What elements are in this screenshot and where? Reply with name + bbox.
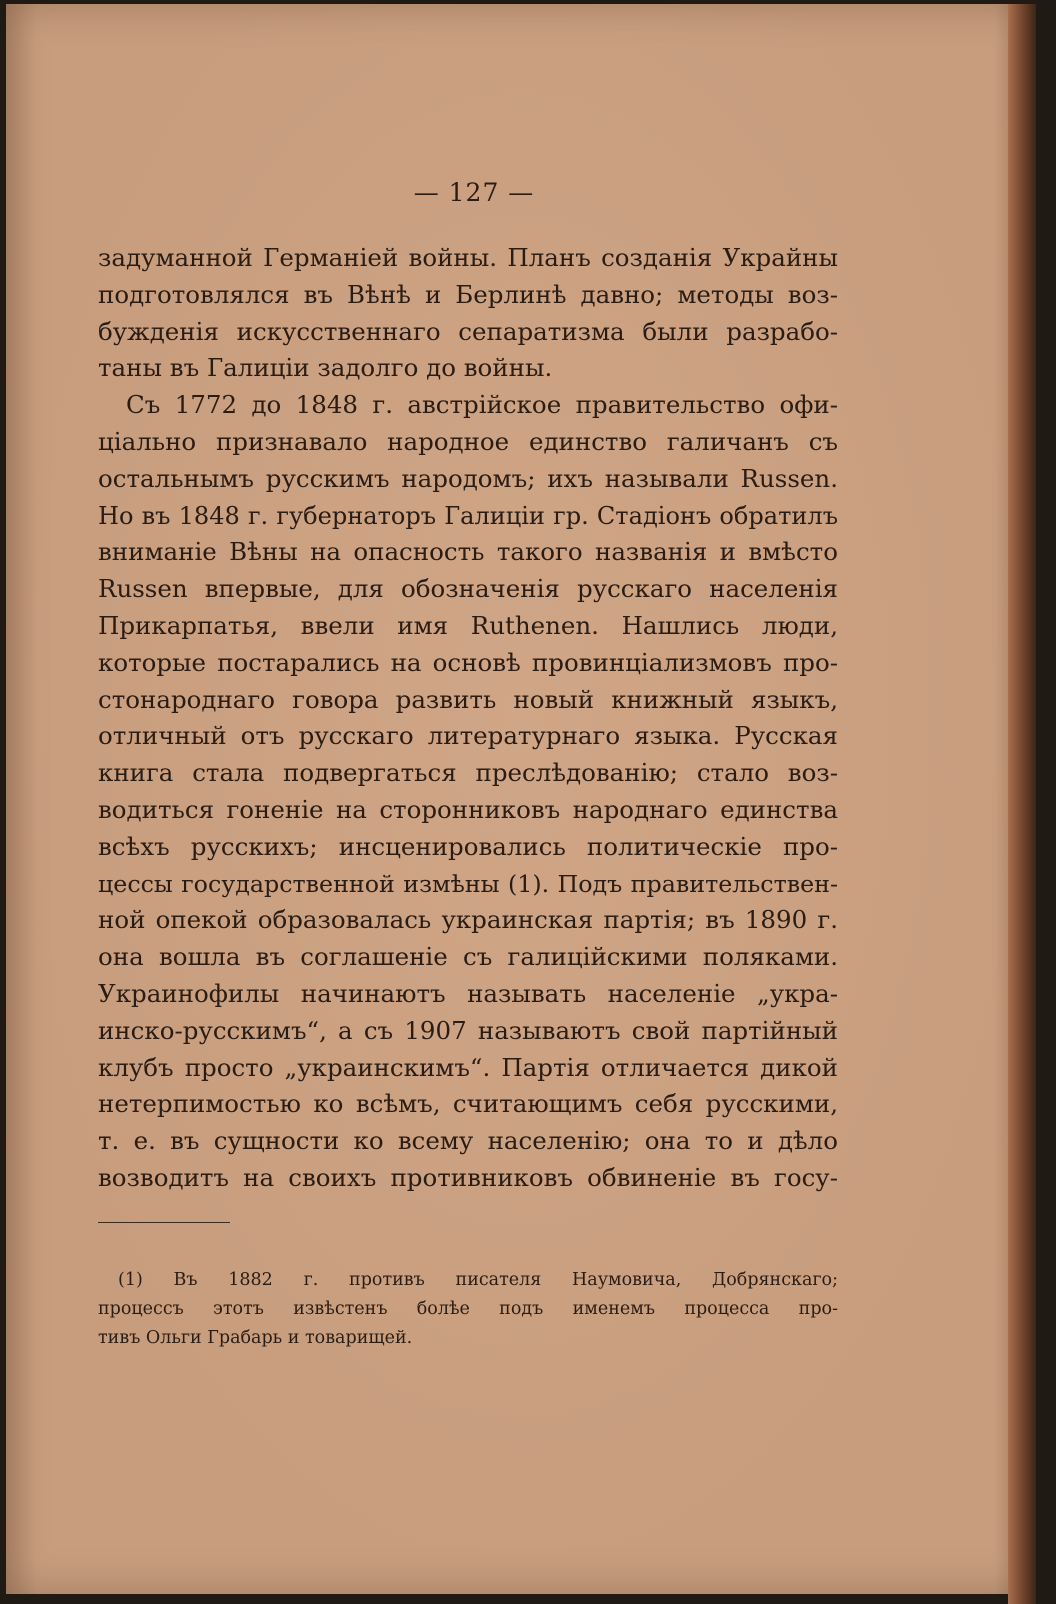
page-edge bbox=[1008, 4, 1036, 1604]
text-line: подготовлялся въ Вѣнѣ и Берлинѣ давно; методы воз- bbox=[98, 279, 838, 309]
text-line: т. е. въ сущности ко всему населенію; она то и дѣло bbox=[98, 1126, 838, 1156]
book-page bbox=[6, 4, 1036, 1594]
text-line: стонароднаго говора развить новый книжный языкъ, bbox=[98, 684, 838, 714]
text-line: Украинофилы начинаютъ называть населеніе „укра- bbox=[98, 978, 838, 1008]
text-line: водиться гоненіе на сторонниковъ народнаго единства bbox=[98, 794, 838, 824]
text-line: Съ 1772 до 1848 г. австрійское правительство офи- bbox=[126, 390, 838, 420]
text-line: таны въ Галиціи задолго до войны. bbox=[98, 353, 553, 383]
text-line: ной опекой образовалась украинская партія; въ 1890 г. bbox=[98, 905, 838, 935]
footnote-line: тивъ Ольги Грабарь и товарищей. bbox=[98, 1328, 413, 1348]
text-line: нетерпимостью ко всѣмъ, считающимъ себя русскими, bbox=[98, 1089, 838, 1119]
text-line: которые постарались на основѣ провинціализмовъ про- bbox=[98, 647, 838, 677]
text-line: ціально признавало народное единство галичанъ съ bbox=[98, 426, 838, 456]
text-line: книга стала подвергаться преслѣдованію; стало воз- bbox=[98, 758, 838, 788]
text-line: вниманіе Вѣны на опасность такого названія и вмѣсто bbox=[98, 537, 838, 567]
text-line: цессы государственной измѣны (1). Подъ правительствен- bbox=[98, 869, 838, 898]
text-line: Но въ 1848 г. губернаторъ Галиціи гр. Стадіонъ обратилъ bbox=[98, 501, 838, 530]
text-line: остальнымъ русскимъ народомъ; ихъ называли Russen. bbox=[98, 463, 838, 493]
text-line: она вошла въ соглашеніе съ галиційскими поляками. bbox=[98, 942, 838, 972]
page-number: — 127 — bbox=[413, 178, 535, 207]
footnote-divider bbox=[98, 1222, 230, 1223]
text-line: отличный отъ русскаго литературнаго языка. Русская bbox=[98, 721, 838, 751]
text-line: клубъ просто „украинскимъ“. Партія отличается дикой bbox=[98, 1052, 838, 1082]
body-text bbox=[98, 240, 838, 1197]
text-line: возводитъ на своихъ противниковъ обвиненіе въ госу- bbox=[98, 1162, 838, 1192]
text-line: бужденія искусственнаго сепаратизма были разрабо- bbox=[98, 316, 838, 346]
footnote-line: процессъ этотъ извѣстенъ болѣе подъ именемъ процесса про- bbox=[98, 1299, 838, 1319]
text-line: Прикарпатья, ввели имя Ruthenen. Нашлись люди, bbox=[98, 610, 838, 640]
text-line: всѣхъ русскихъ; инсценировались политическіе про- bbox=[98, 831, 838, 861]
footnote bbox=[98, 1266, 838, 1353]
text-line: Russen впервые, для обозначенія русскаго населенія bbox=[98, 574, 838, 604]
text-line: задуманной Германіей войны. Планъ созданія Украйны bbox=[98, 243, 838, 272]
text-line: инско-русскимъ“, а съ 1907 называютъ свой партійный bbox=[98, 1015, 838, 1045]
footnote-line: (1) Въ 1882 г. противъ писателя Наумовича, Добрянскаго; bbox=[118, 1270, 838, 1290]
